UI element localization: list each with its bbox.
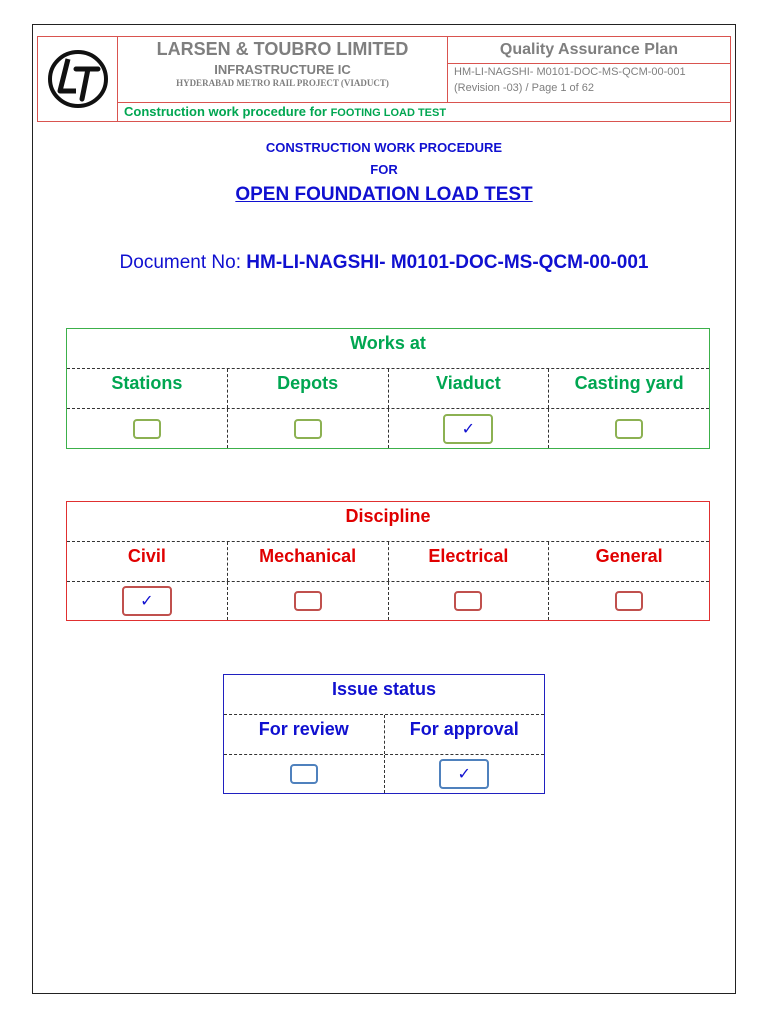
issue-col-for-approval: For approval — [409, 719, 519, 739]
issue-col-for-review: For review — [224, 715, 385, 754]
checkbox-electrical[interactable] — [454, 591, 482, 611]
checkbox-civil[interactable] — [122, 586, 172, 616]
document-number-value: HM-LI-NAGSHI- M0101-DOC-MS-QCM-00-001 — [246, 252, 649, 273]
discipline-col-civil: Civil — [67, 542, 228, 581]
qap-block — [448, 37, 730, 103]
checkbox-casting-yard[interactable] — [615, 419, 643, 439]
check-mark-icon: ✓ — [140, 593, 154, 610]
discipline-col-mechanical: Mechanical — [228, 542, 389, 581]
works-at-table — [66, 328, 710, 449]
works-at-header-row — [67, 369, 709, 409]
procedure-heading: CONSTRUCTION WORK PROCEDURE — [265, 140, 503, 155]
document-header — [37, 36, 731, 122]
issue-status-title: Issue status — [224, 675, 544, 715]
document-number-label: Document No: — [119, 252, 247, 273]
procedure-label: Construction work procedure for — [124, 104, 331, 119]
issue-status-table — [223, 674, 545, 794]
works-at-col-casting-yard: Casting yard — [574, 373, 684, 393]
checkbox-depots[interactable] — [294, 419, 322, 439]
discipline-table — [66, 501, 710, 621]
discipline-title: Discipline — [67, 502, 709, 542]
discipline-header-row — [67, 542, 709, 582]
check-mark-icon: ✓ — [457, 766, 471, 783]
checkbox-general[interactable] — [615, 591, 643, 611]
qap-title: Quality Assurance Plan — [448, 37, 730, 64]
company-division: INFRASTRUCTURE IC — [214, 62, 351, 77]
procedure-target: FOOTING LOAD TEST — [330, 107, 447, 119]
issue-status-checkbox-row — [224, 755, 544, 793]
qap-revision: (Revision -03) / Page 1 of 62 — [454, 82, 595, 94]
checkbox-mechanical[interactable] — [294, 591, 322, 611]
for-heading: FOR — [370, 162, 398, 177]
works-at-col-stations: Stations — [67, 369, 228, 408]
checkbox-for-approval[interactable] — [439, 759, 489, 789]
check-mark-icon: ✓ — [461, 420, 476, 438]
lt-logo-icon — [46, 47, 110, 111]
discipline-checkbox-row — [67, 582, 709, 620]
works-at-col-depots: Depots — [228, 369, 389, 408]
procedure-line — [118, 103, 730, 121]
issue-status-header-row — [224, 715, 544, 755]
checkbox-stations[interactable] — [133, 419, 161, 439]
checkbox-viaduct[interactable] — [443, 414, 493, 444]
project-name: HYDERABAD METRO RAIL PROJECT (VIADUCT) — [176, 78, 389, 88]
works-at-col-viaduct: Viaduct — [389, 369, 550, 408]
main-title: OPEN FOUNDATION LOAD TEST — [235, 184, 533, 205]
qap-doc-code: HM-LI-NAGSHI- M0101-DOC-MS-QCM-00-001 — [454, 66, 686, 78]
company-logo — [38, 37, 118, 121]
discipline-col-general: General — [595, 546, 663, 566]
works-at-checkbox-row — [67, 409, 709, 448]
company-name: LARSEN & TOUBRO LIMITED — [156, 39, 409, 59]
discipline-col-electrical: Electrical — [389, 542, 550, 581]
works-at-title: Works at — [67, 329, 709, 369]
checkbox-for-review[interactable] — [290, 764, 318, 784]
company-block — [118, 37, 448, 103]
document-number — [0, 252, 768, 274]
